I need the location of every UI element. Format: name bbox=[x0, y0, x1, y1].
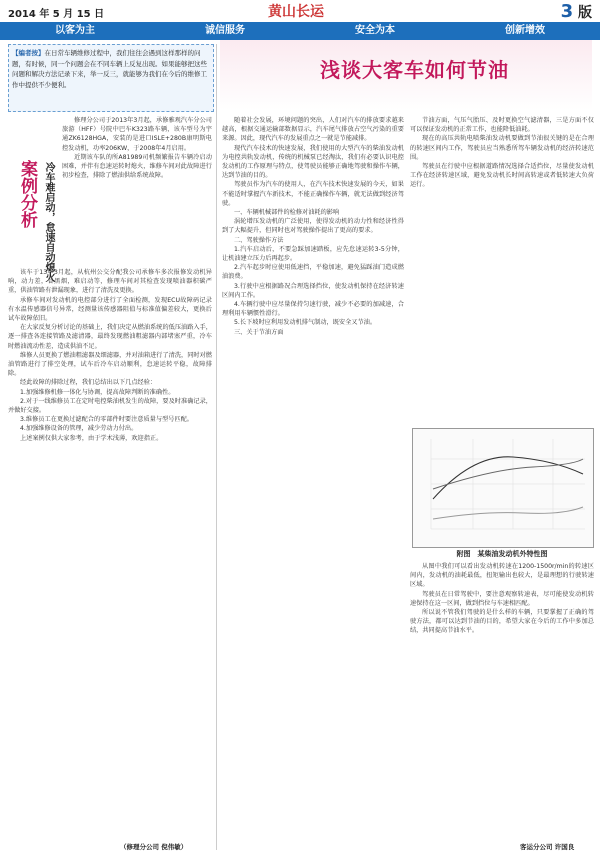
paragraph: 一、车辆机械部件的检修对油耗的影响 bbox=[234, 209, 340, 217]
article-title-banner bbox=[220, 40, 592, 110]
figure-caption: 附图 某柴油发动机外特性图 bbox=[456, 550, 548, 558]
paragraph: 驾驶员在日常驾驶中，要注意观察转速表，尽可能使发动机转速保持在这一区间，做到挡位与车速相匹配。 bbox=[410, 590, 594, 607]
paragraph: 从图中我们可以看出发动机转速在1200-1500r/min的转速区间内，发动机的油耗最低，扭矩输出也较大，是最理想的行驶转速区域。 bbox=[410, 563, 594, 589]
page-number-value: 3 bbox=[560, 1, 574, 22]
page-suffix: 版 bbox=[578, 5, 592, 21]
page-header bbox=[0, 0, 600, 22]
paragraph: 2.汽车起步时应使用低速挡，平稳加速，避免猛踩油门造成燃油浪费。 bbox=[222, 264, 404, 281]
slogan-3: 安全为本 bbox=[355, 25, 395, 36]
page-number bbox=[561, 1, 592, 22]
paragraph: 该车于13年3月起，从杭州公交分配我公司承修车多次报修发动机异响，动力差，冒黑烟，难启动等，修理车间对其检查发现喷油器积碳严重，供油管路有泄漏现象，进行了清洗及更换。 bbox=[8, 269, 212, 295]
case-subtitle: 冷车难启动，怠速自动熄火 bbox=[43, 162, 54, 282]
paragraph: 三、关于节油方面 bbox=[234, 328, 284, 336]
editor-note-tag: 【编者按】 bbox=[12, 49, 45, 57]
paragraph: 上述案例仅供大家参考，由于学术浅薄，欢迎指正。 bbox=[20, 434, 163, 442]
article-column-a bbox=[222, 116, 404, 842]
paragraph: 承修车间对发动机的电控部分进行了全面检测，发现ECU故障码记录有水温传感器信号异常，经测量该传感器阻值与标准值偏差较大，更换后试车故障依旧。 bbox=[8, 296, 212, 323]
paragraph: 节油方面，气压气胎压、及时更换空气滤清器，三是方面不仅可以保证发动机的正常工作，也能降低油耗。 bbox=[410, 117, 594, 134]
paragraph: 驾驶员作为汽车的使用人，在汽车技术快速发展的今天，如果不能适时掌握汽车新技术，不能正确操作车辆，就无法做到经济驾驶。 bbox=[222, 181, 404, 207]
paragraph: 4.车辆行驶中应尽量保持匀速行驶，减少不必要的加减速，合理利用车辆惯性滑行。 bbox=[222, 301, 404, 318]
paragraph: 现代汽车技术的快速发展，我们使用的大型汽车的柴油发动机为电控共轨发动机，传统的机械泵已经淘汰，我们有必要认识电控发动机的工作原理与特点，使驾驶员能够正确地驾驶和操作车辆，达到节油的目的。 bbox=[222, 144, 404, 180]
slogan-1: 以客为主 bbox=[55, 25, 95, 36]
paragraph: 2.对于一线维修员工在定时电控柴油机发生的故障，要及时准确记录，并做好交接。 bbox=[8, 397, 212, 415]
paragraph: 所以说不管我们驾驶的是什么样的车辆，只要掌握了正确的驾驶方法，都可以达到节油的目的，希望大家在今后的工作中多加总结，共同提高节油水平。 bbox=[410, 609, 594, 635]
article-title: 浅谈大客车如何节油 bbox=[320, 58, 509, 82]
editor-note bbox=[8, 44, 214, 112]
case-credit: （修理分公司 倪伟敏） bbox=[120, 843, 188, 851]
slogan-4: 创新增效 bbox=[505, 25, 545, 36]
article-column-c bbox=[410, 562, 594, 840]
paragraph: 近期该车队的所A81989司机频繁报告车辆冷启动困难，并伴有怠速运转时熄火，维修车间对此故障进行初步检查，排除了燃油供给系统故障。 bbox=[62, 153, 212, 180]
case-analysis-label: 案例分析 bbox=[17, 160, 37, 228]
slogan-2: 诚信服务 bbox=[205, 25, 245, 36]
slogan-bar bbox=[0, 22, 600, 40]
paragraph: 1.汽车启动后，不要急踩加速踏板，应先怠速运转3-5分钟，让机油建立压力后再起步。 bbox=[222, 245, 404, 263]
paragraph: 5.长下坡时应利用发动机排气制动，既安全又节油。 bbox=[234, 319, 377, 327]
paragraph: 在大家反复分析讨论的基础上，我们决定从燃油系统的低压油路入手，逐一排查各连接管路及滤清器，最终发现燃油粗滤器内部堵塞严重，冷车时燃油流动性差，造成供油不足。 bbox=[8, 324, 212, 350]
paragraph: 4.加强维修设备的管理，减少劳动力付出。 bbox=[20, 425, 138, 433]
newspaper-logo: 黄山长运 bbox=[268, 4, 324, 20]
paragraph: 3.行驶中应根据路况合理选择挡位，使发动机保持在经济转速区间内工作。 bbox=[222, 282, 404, 299]
article-column-b bbox=[410, 116, 594, 424]
paragraph: 驾驶员在行驶中应根据道路情况选择合适挡位，尽量使发动机工作在经济转速区域，避免发动机长时间高转速或者低转速大负荷运行。 bbox=[410, 163, 594, 189]
paragraph: 1.加强维修机修一体化与协调，提高故障判断的准确性。 bbox=[20, 388, 175, 396]
paragraph: 经此故障的排除过程，我们总结出以下几点经验： bbox=[20, 379, 157, 387]
case-body-bottom bbox=[8, 268, 212, 840]
paragraph: 现在的高压共轨电喷柴油发动机要做到节油很关键的是在合理的转速区间内工作，驾驶员应当熟悉所驾车辆发动机的经济转速范围。 bbox=[410, 135, 594, 161]
paragraph: 3.维修员工在更换过滤配合的零部件时要注意质量与型号匹配。 bbox=[20, 416, 193, 424]
case-body-top bbox=[62, 116, 212, 266]
paragraph: 随着社会发展，环境问题的突出，人们对汽车的排放要求越来越高，根据交通运输部数据显示，汽车尾气排放占空气污染的重要来源。因此，现代汽车的发展重点之一就是节能减排。 bbox=[222, 117, 404, 143]
paragraph: 二、驾驶操作方法 bbox=[234, 236, 284, 244]
article-credit: 客运分公司 许国良 bbox=[520, 843, 575, 851]
paragraph: 修理分公司于2013年3月起，承修雅观汽车分公司旅游（HFF）号院中巴车K323路车辆，该车型号为宇通ZK6128HGA，安装的是进口ISLE+280B康明斯电控发动机，功率206KW，于2008年4月启用。 bbox=[62, 117, 212, 152]
editor-note-text: 在日常车辆维修过程中，我们往往会遇到这样那样的问题，有时候，同一个问题会在不同车辆上反复出现。如果能够把这些问题和解决方法记录下来，举一反三，就能够为我们在今后的维修工作中提供不少便利。 bbox=[12, 49, 207, 89]
paragraph: 涡轮增压发动机的广泛使用，使得发动机的动力性和经济性得到了大幅提升，但同时也对驾驶操作提出了更高的要求。 bbox=[222, 218, 404, 235]
issue-date: 2014 年 5 月 15 日 bbox=[8, 9, 105, 20]
engine-chart-graphic bbox=[413, 429, 593, 547]
column-divider bbox=[216, 44, 217, 850]
engine-characteristic-figure bbox=[412, 428, 594, 548]
paragraph: 维修人员更换了燃油粗滤器及细滤器，并对油箱进行了清洗，同时对燃油管路进行了排空处理，试车后冷车启动顺利，怠速运转平稳，故障排除。 bbox=[8, 351, 212, 378]
